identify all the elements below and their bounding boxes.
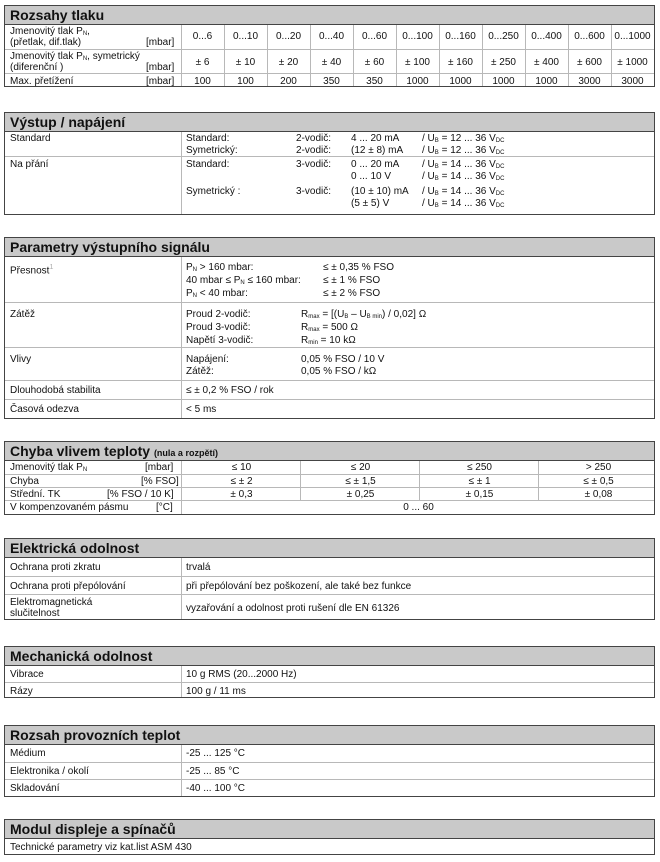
unit-label: [mbar] [146,76,175,87]
value-cell: ± 600 [577,57,602,68]
row-symmetric-pressure [5,49,654,74]
value: Technické parametry viz kat.list ASM 430 [10,842,192,853]
row-accuracy [5,257,654,302]
row-influences [5,347,654,381]
supply-value: / $U_B = 14$ ... 36 $V_{DC}$ [422,159,505,170]
value-cell: ± 20 [278,57,299,68]
row-label-line2: (přetlak, dif.tlak) [10,37,82,48]
value: ≤ ± 0,2 % FSO / rok [186,385,274,396]
value-cell: 0...160 [445,31,476,42]
value: trvalá [186,562,211,573]
value-cell: ≤ 20 [350,462,371,473]
section-display-module [4,819,655,855]
row-max-overload [5,73,654,88]
unit-label: [% FSO / 10 K] [107,489,174,500]
row-stability [5,380,654,400]
row-label: Vlivy [10,354,32,365]
row-label-line2: (diferenční ) [10,62,64,73]
output-type: Standard: [186,133,230,144]
section-title: Parametry výstupního signálu [5,238,654,257]
supply-value: / $U_B = 14$ ... 36 $V_{DC}$ [422,186,505,197]
value-cell: 100 [237,76,254,87]
value-cell: 0...250 [488,31,519,42]
row-nominal-pressure [5,25,654,49]
section-mechanical [4,646,655,698]
condition: Napětí 3-vodič: [186,335,254,346]
output-value: 0 ... 20 mA [351,159,400,170]
output-type: Symetrický: [186,145,238,156]
row-label: V kompenzovaném pásmu [10,502,129,513]
value: 0 ... 60 [403,502,434,513]
value-cell: 3000 [578,76,601,87]
row-mean-tc [5,487,654,501]
value-cell: ± 1000 [617,57,648,68]
row-label: Střední. TK [10,489,61,500]
condition: 40 mbar ≤ $P_N \le 160$ mbar: [186,275,301,286]
value-cell: 1000 [406,76,429,87]
section-title: Chyba vlivem teploty (nula a rozpětí) [5,442,654,461]
row-label: Dlouhodobá stabilita [10,385,101,396]
value: < 5 ms [186,404,217,415]
section-temperatures [4,725,655,797]
value-cell: 3000 [621,76,644,87]
value: -40 ... 100 °C [186,783,246,794]
row-storage [5,779,654,798]
output-type: Standard: [186,159,230,170]
value-cell: 0...1000 [614,31,651,42]
row-label: Jmenovitý tlak $P_N$ [10,462,88,473]
value-cell: 100 [194,76,211,87]
value-cell: ± 400 [534,57,559,68]
value: 100 g / 11 ms [186,686,246,697]
output-value: (5 ± 5) V [351,198,390,209]
value-cell: 0...400 [531,31,562,42]
value-cell: 1000 [449,76,472,87]
value-cell: ± 0,25 [346,489,375,500]
row-label: Max. přetížení [10,76,74,87]
row-standard [5,132,654,156]
wire-type: 2-vodič: [296,145,332,156]
condition: $P_N < 40$ mbar: [186,288,248,299]
supply-value: / $U_B = 14$ ... 36 $V_{DC}$ [422,171,505,182]
section-title: Rozsahy tlaku [5,6,654,25]
row-label: Přesnost$^1$ [10,264,54,277]
unit-label: [mbar] [145,462,174,473]
section-title: Modul displeje a spínačů [5,820,654,839]
row-optional [5,156,654,216]
row-label: Ochrana proti zkratu [10,562,101,573]
row-load [5,302,654,348]
value-cell: ± 6 [195,57,210,68]
row-label: Časová odezva [10,404,79,415]
value-cell: > 250 [585,462,612,473]
value-cell: ≤ ± 1,5 [345,476,376,487]
output-value: (12 ± 8) mA [351,145,404,156]
output-value: (10 ± 10) mA [351,186,409,197]
section-temperature-error [4,441,655,515]
row-vibration [5,666,654,682]
row-label: Na přání [10,159,49,170]
value: 10 g RMS (20...2000 Hz) [186,669,297,680]
condition: Proud 2-vodič: [186,309,251,320]
row-error [5,474,654,488]
value-cell: ≤ ± 0,5 [583,476,614,487]
row-label: Elektromagnetická [10,597,93,608]
value-cell: 0...10 [232,31,259,42]
value-cell: 0...6 [192,31,213,42]
section-electrical [4,538,655,620]
value-cell: 200 [280,76,297,87]
row-short-circuit [5,558,654,576]
supply-value: / $U_B = 14$ ... 36 $V_{DC}$ [422,198,505,209]
row-compensated-range [5,500,654,515]
unit-label: [mbar] [146,37,175,48]
value-cell: ± 160 [448,57,473,68]
value-cell: 1000 [535,76,558,87]
output-value: 4 ... 20 mA [351,133,400,144]
row-label: Rázy [10,686,33,697]
value-cell: 350 [366,76,383,87]
value: ≤ ± 0,35 % FSO [323,262,395,273]
row-label: Zátěž [10,309,36,320]
section-title: Mechanická odolnost [5,647,654,666]
row-label: Skladování [10,783,60,794]
supply-value: / $U_B = 12$ ... 36 $V_{DC}$ [422,145,505,156]
row-label: Elektronika / okolí [10,766,89,777]
value-cell: 0...60 [361,31,388,42]
row-response-time [5,399,654,420]
row-label: Ochrana proti přepólování [10,581,126,592]
condition: Proud 3-vodič: [186,322,251,333]
value: 0,05 % FSO / 10 V [301,354,385,365]
section-output-supply [4,112,655,215]
value: ≤ ± 1 % FSO [323,275,381,286]
condition: Napájení: [186,354,229,365]
section-title: Výstup / napájení [5,113,654,132]
row-label: Standard [10,133,51,144]
value-cell: ≤ 10 [231,462,252,473]
row-label: Médium [10,748,46,759]
value: -25 ... 125 °C [186,748,246,759]
wire-type: 3-vodič: [296,186,332,197]
value: 0,05 % FSO / kΩ [301,366,377,377]
row-emc [5,594,654,621]
value: -25 ... 85 °C [186,766,240,777]
value-cell: ± 100 [405,57,430,68]
value-cell: ≤ ± 2 [230,476,253,487]
value-cell: ± 0,15 [465,489,494,500]
value-cell: 0...600 [574,31,605,42]
condition: $P_N > 160$ mbar: [186,262,254,273]
supply-value: / $U_B = 12$ ... 36 $V_{DC}$ [422,133,505,144]
value-cell: 0...40 [318,31,345,42]
row-medium [5,745,654,762]
value-cell: ± 250 [491,57,516,68]
row-reverse-polarity [5,576,654,595]
value-cell: ≤ 250 [467,462,492,473]
value-cell: ± 60 [364,57,385,68]
value-cell: 1000 [492,76,515,87]
condition: Zátěž: [186,366,214,377]
row-label: Jmenovitý tlak $P_N$, symetrický [10,51,140,62]
value: při přepólování bez poškození, ale také bez funkce [186,581,412,592]
section-title: Elektrická odolnost [5,539,654,558]
section-output-signal [4,237,655,419]
wire-type: 2-vodič: [296,133,332,144]
pressure-table [5,25,654,86]
value-cell: ≤ ± 1 [468,476,491,487]
output-type: Symetrický : [186,186,241,197]
row-label: Jmenovitý tlak $P_N$, [10,26,90,37]
row-label: Chyba [10,476,39,487]
value-cell: ± 0,08 [584,489,613,500]
value-cell: 350 [323,76,340,87]
section-title: Rozsah provozních teplot [5,726,654,745]
value: $R_{max} = 500$ Ω [301,322,358,333]
section-pressure-ranges [4,5,655,87]
row-shock [5,682,654,699]
row-label-line2: slučitelnost [10,608,60,619]
value: $R_{min} = 10$ kΩ [301,335,356,346]
wire-type: 3-vodič: [296,159,332,170]
value-cell: ± 40 [321,57,342,68]
unit-label: [% FSO] [141,476,179,487]
value: ≤ ± 2 % FSO [323,288,381,299]
row-nominal-pressure [5,461,654,474]
value: $R_{max} = [(U_B - U_{B min}) / 0,02]$ Ω [301,309,427,320]
value-cell: ± 0,3 [230,489,253,500]
unit-label: [°C] [156,502,173,513]
value-cell: 0...20 [275,31,302,42]
value-cell: 0...100 [402,31,433,42]
row-label: Vibrace [10,669,44,680]
value-cell: ± 10 [235,57,256,68]
output-value: 0 ... 10 V [351,171,392,182]
value: vyzařování a odolnost proti rušení dle EN 61326 [186,603,400,614]
unit-label: [mbar] [146,62,175,73]
row-electronics [5,762,654,780]
